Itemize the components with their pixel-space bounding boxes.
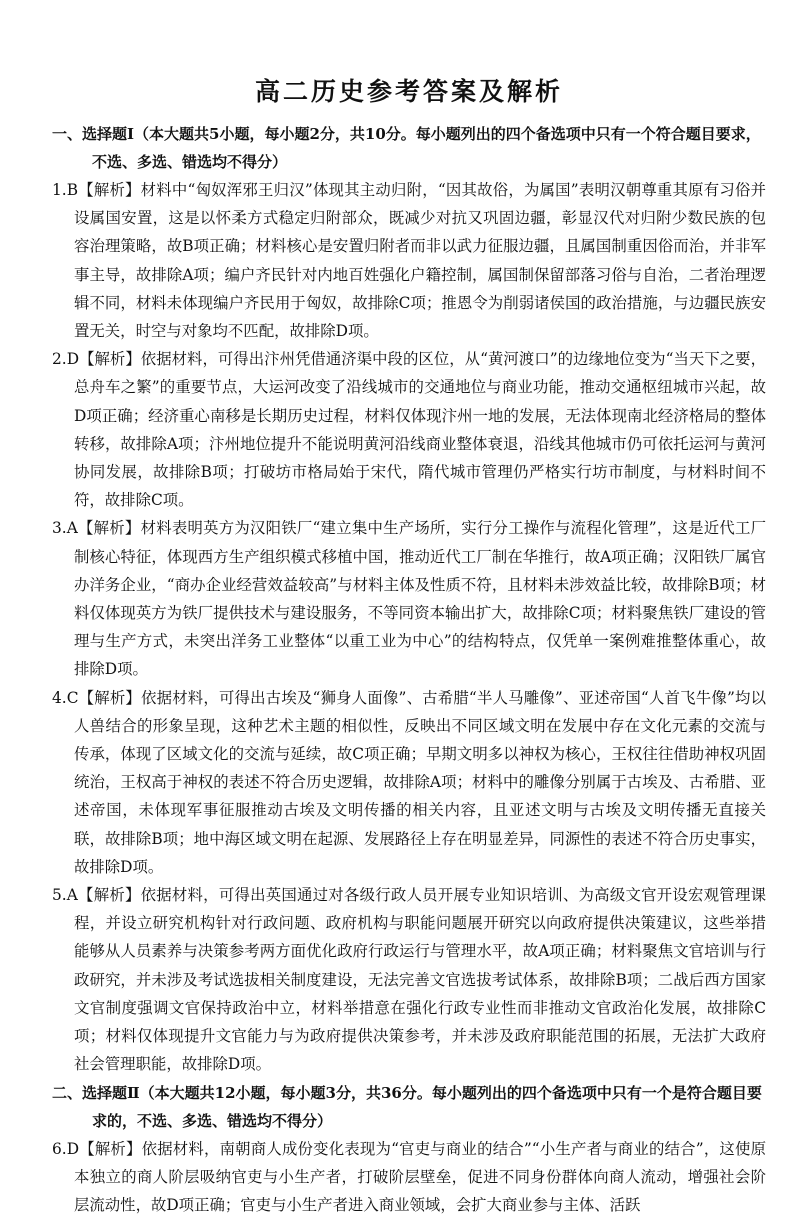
section-heading-1: 一、选择题Ⅰ（本大题共5小题，每小题2分，共10分。每小题列出的四个备选项中只有一个符合题目要求，不选、多选、错选均不得分）	[52, 120, 766, 176]
answer-item-2	[52, 345, 766, 514]
item-number: 5.	[52, 886, 67, 904]
answer-item-4	[52, 684, 766, 881]
page-title: 高二历史参考答案及解析	[52, 72, 766, 108]
item-answer: C	[67, 689, 79, 707]
item-text: 材料表明英方为汉阳铁厂“建立集中生产场所，实行分工操作与流程化管理”，这是近代工厂制核心特征，体现西方生产组织模式移植中国，推动近代工厂制在华推行，故A项正确；汉阳铁厂属官办洋务企业，“商办企业经营效益较高”与材料主体及性质不符，且材料未涉效益比较，故排除B项；材料仅体现英方为铁厂提供技术与建设服务，不等同资本输出扩大，故排除C项；材料聚焦铁厂建设的管理与生产方式，未突出洋务工业整体“以重工业为中心”的结构特点，仅凭单一案例难推整体重心，故排除D项。	[74, 519, 766, 678]
section-heading-2: 二、选择题Ⅱ（本大题共12小题，每小题3分，共36分。每小题列出的四个备选项中只有一个是符合题目要求的，不选、多选、错选均不得分）	[52, 1079, 766, 1135]
item-answer: A	[67, 519, 78, 537]
item-number: 2.	[52, 350, 67, 368]
item-number: 4.	[52, 689, 67, 707]
answer-item-3	[52, 514, 766, 683]
item-tag: 【解析】	[78, 886, 141, 904]
item-answer: D	[67, 1140, 79, 1158]
answer-item-1	[52, 176, 766, 345]
item-tag: 【解析】	[79, 1140, 142, 1158]
item-text: 依据材料，可得出古埃及“狮身人面像”、古希腊“半人马雕像”、亚述帝国“人首飞牛像”均以人兽结合的形象呈现，这种艺术主题的相似性，反映出不同区域文明在发展中存在文化元素的交流与传承，体现了区域文化的交流与延续，故C项正确；早期文明多以神权为核心，王权往往借助神权巩固统治，王权高于神权的表述不符合历史逻辑，故排除A项；材料中的雕像分别属于古埃及、古希腊、亚述帝国，未体现军事征服推动古埃及文明传播的相关内容，且亚述文明与古埃及文明传播无直接关联，故排除B项；地中海区域文明在起源、发展路径上存在明显差异，同源性的表述不符合历史事实，故排除D项。	[74, 689, 766, 876]
item-number: 3.	[52, 519, 67, 537]
item-text: 依据材料，可得出汴州凭借通济渠中段的区位，从“黄河渡口”的边缘地位变为“当天下之要，总舟车之繁”的重要节点，大运河改变了沿线城市的交通地位与商业功能，推动交通枢纽城市兴起，故D项正确；经济重心南移是长期历史过程，材料仅体现汴州一地的发展，无法体现南北经济格局的整体转移，故排除A项；汴州地位提升不能说明黄河沿线商业整体衰退，沿线其他城市仍可依托运河与黄河协同发展，故排除B项；打破坊市格局始于宋代，隋代城市管理仍严格实行坊市制度，与材料时间不符，故排除C项。	[74, 350, 766, 509]
answer-item-5	[52, 881, 766, 1078]
item-tag: 【解析】	[78, 689, 141, 707]
item-answer: B	[67, 181, 78, 199]
answer-item-6	[52, 1135, 766, 1219]
item-answer: A	[67, 886, 78, 904]
item-tag: 【解析】	[78, 181, 141, 199]
item-text: 依据材料，可得出英国通过对各级行政人员开展专业知识培训、为高级文官开设宏观管理课程，并设立研究机构针对行政问题、政府机构与职能问题展开研究以向政府提供决策建议，这些举措能够从人员素养与决策参考两方面优化政府行政运行与管理水平，故A项正确；材料聚焦文官培训与行政研究，并未涉及考试选拔相关制度建设，无法完善文官选拔考试体系，故排除B项；二战后西方国家文官制度强调文官保持政治中立，材料举措意在强化行政专业性而非推动文官政治化发展，故排除C项；材料仅体现提升文官能力与为政府提供决策参考，并未涉及政府职能范围的拓展，无法扩大政府社会管理职能，故排除D项。	[74, 886, 766, 1073]
item-tag: 【解析】	[78, 519, 141, 537]
item-text: 依据材料，南朝商人成份变化表现为“官吏与商业的结合”“小生产者与商业的结合”，这使原本独立的商人阶层吸纳官吏与小生产者，打破阶层壁垒，促进不同身份群体向商人流动，增强社会阶层流动性，故D项正确；官吏与小生产者进入商业领域，会扩大商业参与主体、活跃	[74, 1140, 766, 1214]
item-answer: D	[67, 350, 79, 368]
item-number: 1.	[52, 181, 67, 199]
item-text: 材料中“匈奴浑邪王归汉”体现其主动归附，“因其故俗，为属国”表明汉朝尊重其原有习俗并设属国安置，这是以怀柔方式稳定归附部众，既减少对抗又巩固边疆，彰显汉代对归附少数民族的包容治理策略，故B项正确；材料核心是安置归附者而非以武力征服边疆，且属国制重因俗而治，并非军事主导，故排除A项；编户齐民针对内地百姓强化户籍控制，属国制保留部落习俗与自治，二者治理逻辑不同，材料未体现编户齐民用于匈奴，故排除C项；推恩令为削弱诸侯国的政治措施，与边疆民族安置无关，时空与对象均不匹配，故排除D项。	[74, 181, 766, 340]
item-number: 6.	[52, 1140, 67, 1158]
item-tag: 【解析】	[79, 350, 141, 368]
